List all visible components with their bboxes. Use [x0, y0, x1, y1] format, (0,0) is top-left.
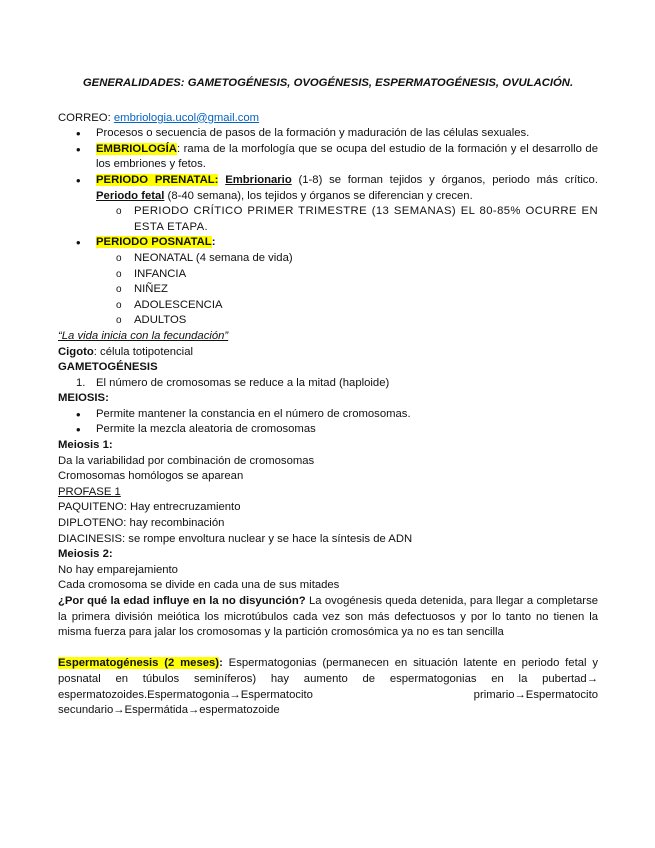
gametogenesis-list [58, 376, 598, 392]
document-title: GENERALIDADES: GAMETOGÉNESIS, OVOGÉNESIS, ESPERMATOGÉNESIS, OVULACIÓN. [82, 77, 574, 89]
gametogenesis-heading: GAMETOGÉNESIS [58, 361, 158, 374]
email-label: CORREO: [58, 111, 114, 124]
posnatal-item: INFANCIA [134, 267, 187, 280]
posnatal-sublist [96, 251, 598, 329]
fetal-label: Periodo fetal [96, 189, 165, 202]
list-item [134, 251, 598, 267]
espermatogenesis-paragraph [58, 656, 598, 718]
list-item [96, 422, 598, 438]
meiosis-heading: MEIOSIS: [58, 392, 109, 405]
list-item [96, 126, 598, 142]
blank-line [58, 641, 598, 657]
posnatal-colon: : [211, 236, 216, 249]
disyuncion-answer: La ovogénesis queda detenida, para llegar a completarse la primera división meiótica los microtúbulos cada vez son más defectuosos y por lo tanto no tienen la misma fuerza para jalar los cromosomas y la partición cromosómica ya no es tan sencilla [58, 595, 598, 639]
meiosis2-line: Cada cromosoma se divide en cada una de sus mitades [58, 579, 340, 592]
espermatogenesis-colon: : [219, 657, 223, 670]
cigoto-line [58, 345, 598, 361]
meiosis-item: Permite la mezcla aleatoria de cromosomas [96, 423, 316, 436]
posnatal-item: ADOLESCENCIA [134, 298, 223, 311]
espermatogenesis-term: Espermatogénesis (2 meses) [58, 657, 220, 670]
intro-bullet-list [58, 126, 598, 329]
meiosis-item: Permite mantener la constancia en el número de cromosomas. [96, 407, 411, 420]
list-item [134, 282, 598, 298]
list-item [134, 204, 598, 235]
disyuncion-question: ¿Por qué la edad influye en la no disyunción? [58, 595, 306, 607]
list-item [134, 267, 598, 283]
embriologia-term: EMBRIOLOGÍA [96, 142, 177, 155]
meiosis1-line: Da la variabilidad por combinación de cromosomas [58, 454, 315, 467]
profase-heading: PROFASE 1 [58, 485, 121, 498]
posnatal-item: NIÑEZ [134, 283, 168, 296]
email-line [58, 111, 598, 127]
posnatal-item: NEONATAL (4 semana de vida) [134, 251, 293, 264]
cigoto-text: : célula totipotencial [93, 345, 193, 358]
posnatal-term: PERIODO POSNATAL [96, 236, 212, 249]
list-item [96, 235, 598, 329]
list-item [96, 376, 598, 392]
embrionario-label: Embrionario [225, 173, 292, 186]
fetal-text: (8-40 semana), los tejidos y órganos se diferencian y crecen. [164, 189, 473, 202]
meiosis-list [58, 407, 598, 438]
email-link[interactable]: embriologia.ucol@gmail.com [113, 111, 260, 124]
meiosis2-line: No hay emparejamiento [58, 563, 178, 576]
meiosis2-heading: Meiosis 2: [58, 548, 113, 561]
list-item [134, 298, 598, 314]
profase-stage: DIACINESIS: se rompe envoltura nuclear y se hace la síntesis de ADN [58, 532, 413, 545]
quote-line: “La vida inicia con la fecundación” [58, 329, 229, 342]
disyuncion-paragraph [58, 594, 598, 641]
meiosis1-line: Cromosomas homólogos se aparean [58, 470, 244, 483]
cigoto-label: Cigoto [58, 345, 94, 358]
embriologia-definition: : rama de la morfología que se ocupa del estudio de la formación y el desarrollo de los embriones y fetos. [96, 142, 598, 171]
list-item [96, 407, 598, 423]
posnatal-item: ADULTOS [134, 314, 187, 327]
meiosis1-heading: Meiosis 1: [58, 439, 113, 452]
espermatogenesis-text: Espermatogonias (permanecen en situación latente en periodo fetal y posnatal en túbulos seminíferos) hay aumento de espermatogonias en la pubertad→ espermatozoides.Espermatogonia→Espermatocito primario→Espermatocito secundario→Espermátida→espermatozoide [58, 657, 598, 717]
document-page [58, 76, 598, 719]
embrionario-text: (1-8) se forman tejidos y órganos, periodo más crítico. [291, 173, 598, 186]
list-item [96, 173, 598, 235]
list-item [96, 142, 598, 173]
critico-text: PERIODO CRÍTICO PRIMER TRIMESTRE (13 SEMANAS) EL 80-85% OCURRE EN ESTA ETAPA. [134, 205, 598, 233]
procesos-text: Procesos o secuencia de pasos de la formación y maduración de las células sexuales. [96, 127, 530, 140]
list-item [134, 313, 598, 329]
prenatal-term: PERIODO PRENATAL: [96, 173, 219, 186]
profase-stage: DIPLOTENO: hay recombinación [58, 517, 225, 530]
profase-stage: PAQUITENO: Hay entrecruzamiento [58, 501, 241, 514]
prenatal-sublist [96, 204, 598, 235]
gametogenesis-item: El número de cromosomas se reduce a la mitad (haploide) [96, 376, 390, 389]
